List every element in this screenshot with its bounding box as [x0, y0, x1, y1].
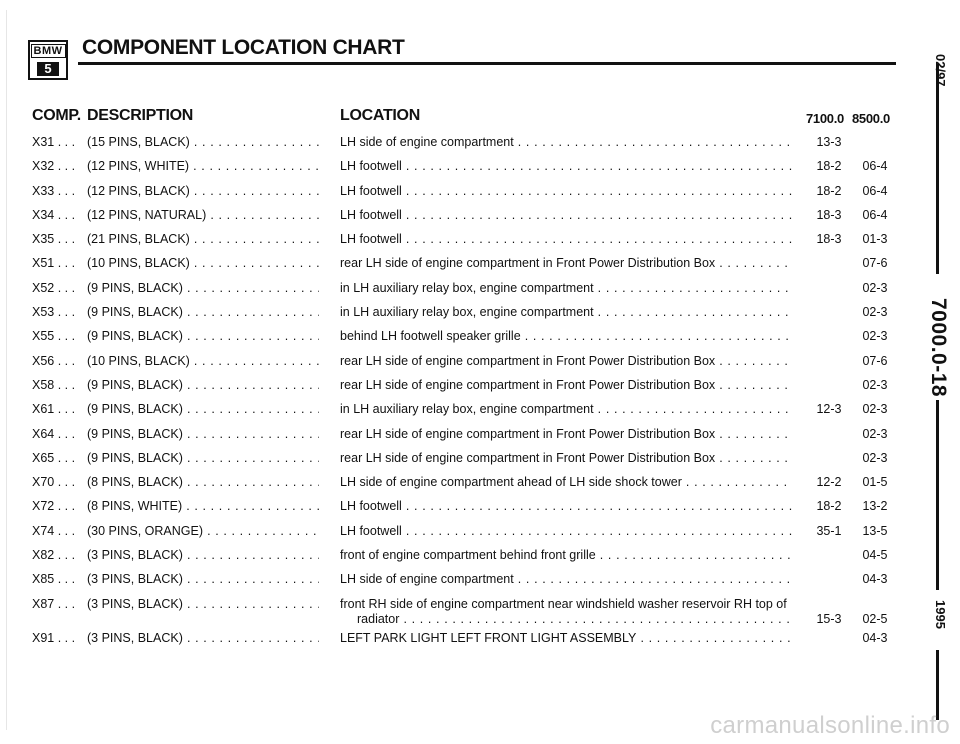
component-description: (9 PINS, BLACK) . . .	[87, 300, 319, 324]
side-date: 02/97	[933, 54, 948, 87]
table-row	[0, 251, 900, 275]
component-id: X55 . . .	[32, 329, 76, 344]
component-description: (9 PINS, BLACK) . . .	[87, 446, 319, 470]
component-location: front RH side of engine compartment near windshield washer reservoir RH top of	[340, 596, 787, 611]
ref-7100: 18-3	[816, 232, 842, 247]
table-row	[0, 567, 900, 591]
component-description: (12 PINS, BLACK) . . .	[87, 179, 319, 203]
ref-8500: 04-3	[862, 572, 888, 587]
component-id: X65 . . .	[32, 450, 76, 465]
component-location: LH side of engine compartment ahead of LH side shock tower . . .	[340, 470, 792, 494]
component-location: front of engine compartment behind front grille . . .	[340, 543, 792, 567]
table-row	[0, 397, 900, 421]
component-location: rear LH side of engine compartment in Front Power Distribution Box . . .	[340, 446, 792, 470]
ref-8500: 13-5	[862, 523, 888, 538]
side-rule-bottom	[936, 650, 939, 720]
ref-8500: 02-3	[862, 377, 888, 392]
component-location: LH footwell . . .	[340, 494, 792, 518]
component-id: X53 . . .	[32, 305, 76, 320]
ref-8500: 13-2	[862, 499, 888, 514]
header-8500: 8500.0	[852, 111, 890, 126]
header-location: LOCATION	[340, 107, 420, 124]
component-description: (9 PINS, BLACK) . . .	[87, 276, 319, 300]
ref-7100: 13-3	[816, 135, 842, 149]
ref-8500: 01-3	[862, 232, 888, 247]
table-row	[0, 154, 900, 178]
component-description: (10 PINS, BLACK) . . .	[87, 349, 319, 373]
ref-8500: 02-3	[862, 402, 888, 417]
table-row	[0, 446, 900, 470]
table-row	[0, 300, 900, 324]
ref-8500: 07-6	[862, 353, 888, 368]
table-row	[0, 543, 900, 567]
table-row	[0, 349, 900, 373]
table-row	[0, 519, 900, 543]
component-description: (8 PINS, BLACK) . . .	[87, 470, 319, 494]
ref-8500: 02-3	[862, 305, 888, 320]
logo-brand: BMW	[31, 44, 66, 58]
component-id: X91 . . .	[32, 630, 76, 645]
component-id: X52 . . .	[32, 280, 76, 295]
side-page-number: 7000.0-18	[927, 298, 950, 398]
watermark: carmanualsonline.info	[710, 712, 950, 739]
table-row	[0, 373, 900, 397]
component-description: (3 PINS, BLACK) . . .	[87, 543, 319, 567]
table-row	[0, 592, 900, 626]
component-description: (15 PINS, BLACK) . . .	[87, 130, 319, 154]
ref-7100: 35-1	[816, 523, 842, 538]
table-row	[0, 203, 900, 227]
side-rule-top	[936, 64, 939, 274]
ref-8500: 02-3	[862, 426, 888, 441]
ref-8500: 06-4	[862, 183, 888, 198]
component-id: X51 . . .	[32, 256, 76, 271]
component-location: rear LH side of engine compartment in Front Power Distribution Box . . .	[340, 373, 792, 397]
component-location: behind LH footwell speaker grille . . .	[340, 324, 792, 348]
component-location: rear LH side of engine compartment in Front Power Distribution Box . . .	[340, 349, 792, 373]
table-row	[0, 626, 900, 650]
component-id: X64 . . .	[32, 426, 76, 441]
component-id: X82 . . .	[32, 548, 76, 563]
table-row	[0, 276, 900, 300]
ref-8500: 04-3	[862, 630, 888, 645]
component-id: X31 . . .	[32, 135, 76, 149]
component-id: X70 . . .	[32, 475, 76, 490]
component-id: X87 . . .	[32, 596, 76, 611]
component-description: (12 PINS, WHITE) . . .	[87, 154, 319, 178]
header-description: DESCRIPTION	[87, 107, 194, 124]
bmw-logo	[28, 40, 68, 80]
component-id: X72 . . .	[32, 499, 76, 514]
ref-8500: 01-5	[862, 475, 888, 490]
component-id: X74 . . .	[32, 523, 76, 538]
component-location: in LH auxiliary relay box, engine compartment . . .	[340, 300, 792, 324]
component-description: (3 PINS, BLACK) . . .	[87, 592, 319, 616]
component-id: X85 . . .	[32, 572, 76, 587]
table-row	[0, 130, 900, 154]
component-location: rear LH side of engine compartment in Front Power Distribution Box . . .	[340, 251, 792, 275]
table-row	[0, 324, 900, 348]
table-row	[0, 422, 900, 446]
component-location: LH footwell . . .	[340, 203, 792, 227]
table-row	[0, 227, 900, 251]
component-location: LEFT PARK LIGHT LEFT FRONT LIGHT ASSEMBLY . . .	[340, 626, 792, 650]
component-location: LH side of engine compartment . . .	[340, 567, 792, 591]
component-description: (8 PINS, WHITE) . . .	[87, 494, 319, 518]
component-description: (21 PINS, BLACK) . . .	[87, 227, 319, 251]
component-location: in LH auxiliary relay box, engine compartment . . .	[340, 397, 792, 421]
component-description: (3 PINS, BLACK) . . .	[87, 567, 319, 591]
page-title: COMPONENT LOCATION CHART	[82, 36, 405, 59]
table-row	[0, 470, 900, 494]
ref-7100: 12-3	[816, 402, 842, 417]
ref-8500: 07-6	[862, 256, 888, 271]
component-id: X58 . . .	[32, 377, 76, 392]
ref-8500: 02-5	[862, 611, 888, 626]
component-table	[0, 130, 900, 650]
component-location: LH side of engine compartment . . .	[340, 130, 792, 154]
ref-8500: 04-5	[862, 548, 888, 563]
ref-7100: 18-2	[816, 183, 842, 198]
title-rule	[78, 62, 896, 65]
header-7100: 7100.0	[806, 111, 844, 126]
component-location: LH footwell . . .	[340, 519, 792, 543]
component-description: (3 PINS, BLACK) . . .	[87, 626, 319, 650]
component-location-continued: radiator . . .	[357, 607, 792, 631]
component-description: (9 PINS, BLACK) . . .	[87, 422, 319, 446]
component-description: (10 PINS, BLACK) . . .	[87, 251, 319, 275]
component-id: X32 . . .	[32, 159, 76, 174]
component-description: (9 PINS, BLACK) . . .	[87, 373, 319, 397]
ref-8500: 02-3	[862, 329, 888, 344]
component-location: LH footwell . . .	[340, 227, 792, 251]
component-location: rear LH side of engine compartment in Front Power Distribution Box . . .	[340, 422, 792, 446]
component-description: (9 PINS, BLACK) . . .	[87, 324, 319, 348]
ref-8500: 02-3	[862, 450, 888, 465]
ref-7100: 18-2	[816, 159, 842, 174]
table-row	[0, 494, 900, 518]
component-location: LH footwell . . .	[340, 154, 792, 178]
component-id: X56 . . .	[32, 353, 76, 368]
component-id: X61 . . .	[32, 402, 76, 417]
ref-8500: 02-3	[862, 280, 888, 295]
component-description: (30 PINS, ORANGE) . . .	[87, 519, 319, 543]
ref-8500: 06-4	[862, 207, 888, 222]
component-id: X33 . . .	[32, 183, 76, 198]
component-id: X35 . . .	[32, 232, 76, 247]
side-year: 1995	[933, 600, 948, 629]
table-row	[0, 179, 900, 203]
ref-8500: 06-4	[862, 159, 888, 174]
ref-7100: 12-2	[816, 475, 842, 490]
component-location: LH footwell . . .	[340, 179, 792, 203]
component-id: X34 . . .	[32, 207, 76, 222]
ref-7100: 18-2	[816, 499, 842, 514]
side-rule-mid	[936, 400, 939, 590]
component-location: in LH auxiliary relay box, engine compartment . . .	[340, 276, 792, 300]
header-comp: COMP.	[32, 107, 81, 124]
ref-7100: 15-3	[816, 611, 842, 626]
logo-series: 5	[37, 62, 59, 76]
component-description: (9 PINS, BLACK) . . .	[87, 397, 319, 421]
component-description: (12 PINS, NATURAL) . . .	[87, 203, 319, 227]
ref-7100: 18-3	[816, 207, 842, 222]
